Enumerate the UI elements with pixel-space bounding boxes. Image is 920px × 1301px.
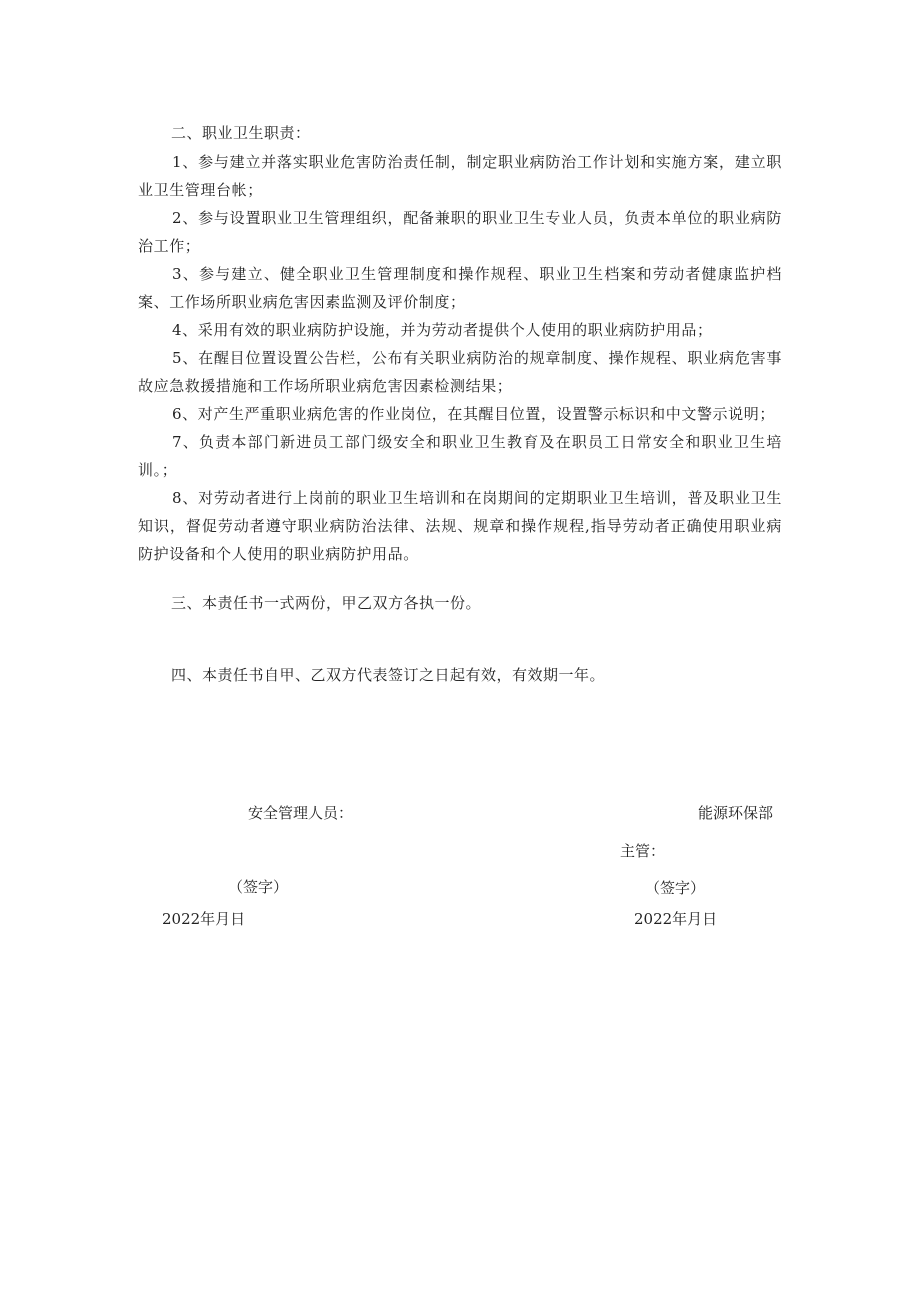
section-heading-duties: 二、职业卫生职责： bbox=[171, 124, 311, 142]
duty-item: 7、负责本部门新进员工部门级安全和职业卫生教育及在职员工日常安全和职业卫生培训。； bbox=[138, 433, 782, 479]
duty-item: 2、参与设置职业卫生管理组织，配备兼职的职业卫生专业人员，负责本单位的职业病防治工作； bbox=[138, 209, 782, 255]
duty-item: 4、采用有效的职业病防护设施，并为劳动者提供个人使用的职业病防护用品； bbox=[172, 321, 713, 339]
section-copies: 三、本责任书一式两份，甲乙双方各执一份。 bbox=[171, 594, 482, 612]
duty-item: 3、参与建立、健全职业卫生管理制度和操作规程、职业卫生档案和劳动者健康监护档案、工作场所职业病危害因素监测及评价制度； bbox=[138, 265, 782, 311]
left-sign-date: 2022年月日 bbox=[162, 910, 246, 928]
right-sign-date: 2022年月日 bbox=[634, 910, 718, 928]
right-department: 能源环保部 bbox=[698, 804, 774, 822]
duties-list bbox=[138, 148, 782, 568]
duty-item: 8、对劳动者进行上岗前的职业卫生培训和在岗期间的定期职业卫生培训，普及职业卫生知识，督促劳动者遵守职业病防治法律、法规、规章和操作规程,指导劳动者正确使用职业病防护设备和个人使用的职业病防护用品。 bbox=[138, 489, 782, 563]
right-signature-label: （签字） bbox=[645, 879, 706, 897]
duty-item: 1、参与建立并落实职业危害防治责任制，制定职业病防治工作计划和实施方案，建立职业卫生管理台帐； bbox=[138, 153, 782, 199]
left-signature-label: （签字） bbox=[228, 878, 289, 896]
duty-item: 6、对产生严重职业病危害的作业岗位，在其醒目位置，设置警示标识和中文警示说明； bbox=[172, 405, 775, 423]
left-signatory-title: 安全管理人员： bbox=[248, 804, 354, 822]
duty-item: 5、在醒目位置设置公告栏，公布有关职业病防治的规章制度、操作规程、职业病危害事故应急救援措施和工作场所职业病危害因素检测结果； bbox=[138, 349, 782, 395]
section-validity: 四、本责任书自甲、乙双方代表签订之日起有效，有效期一年。 bbox=[171, 666, 606, 684]
right-signatory-title: 主管： bbox=[620, 842, 666, 860]
